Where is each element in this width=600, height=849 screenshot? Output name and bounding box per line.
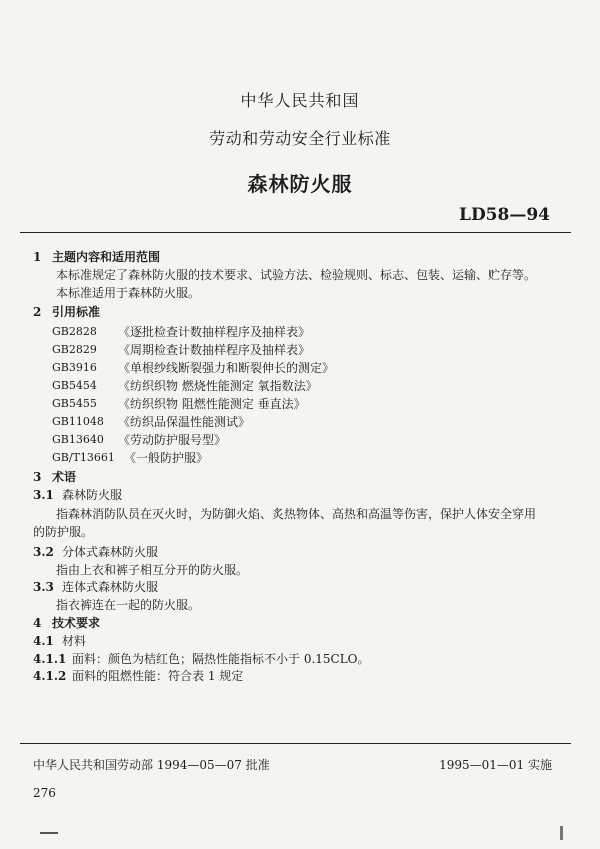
ref-title: 《周期检查计数抽样程序及抽样表》 bbox=[118, 343, 311, 357]
ref-title: 《逐批检查计数抽样程序及抽样表》 bbox=[118, 325, 311, 339]
top-divider bbox=[20, 232, 571, 233]
ref-code: GB11048 bbox=[52, 415, 104, 428]
standard-code: LD58—94 bbox=[458, 205, 550, 225]
section-3-number: 3 bbox=[33, 470, 42, 484]
section-2-number: 2 bbox=[33, 305, 42, 319]
country-heading: 中华人民共和国 bbox=[240, 91, 360, 110]
section-4-1-1-number: 4.1.1 bbox=[33, 652, 67, 666]
section-3-1-paragraph-2: 的防护服。 bbox=[33, 525, 94, 539]
ref-title: 《单根纱线断裂强力和断裂伸长的测定》 bbox=[118, 361, 335, 375]
section-4-1-2-text: 面料的阻燃性能：符合表 1 规定 bbox=[72, 669, 244, 683]
document-title: 森林防火服 bbox=[247, 172, 353, 196]
section-3-1-heading: 森林防火服 bbox=[62, 488, 123, 502]
ref-title: 《纺织品保温性能测试》 bbox=[118, 415, 251, 429]
section-3-1-number: 3.1 bbox=[33, 488, 54, 502]
section-3-3-number: 3.3 bbox=[33, 580, 54, 594]
issued-by: 中华人民共和国劳动部 1994—05—07 批准 bbox=[33, 758, 270, 772]
bottom-divider bbox=[20, 743, 571, 744]
section-4-1-1-text: 面料：颜色为桔红色；隔热性能指标不小于 0.15CLO。 bbox=[72, 652, 370, 666]
ref-code: GB5454 bbox=[52, 379, 97, 392]
ref-code: GB2829 bbox=[52, 343, 97, 356]
ref-code: GB2828 bbox=[52, 325, 97, 338]
ref-code: GB3916 bbox=[52, 361, 97, 374]
section-4-1-2-number: 4.1.2 bbox=[33, 669, 67, 683]
section-3-3-paragraph: 指衣裤连在一起的防火服。 bbox=[56, 598, 201, 612]
section-1-number: 1 bbox=[33, 250, 42, 264]
section-3-2-number: 3.2 bbox=[33, 545, 54, 559]
scan-mark bbox=[560, 826, 563, 840]
ref-title: 《纺织织物 阻燃性能测定 垂直法》 bbox=[118, 397, 306, 411]
section-4-heading: 技术要求 bbox=[52, 616, 101, 630]
section-1-heading: 主题内容和适用范围 bbox=[52, 250, 161, 264]
page-number: 276 bbox=[33, 786, 56, 800]
section-4-number: 4 bbox=[33, 616, 42, 630]
ref-code: GB5455 bbox=[52, 397, 97, 410]
section-2-heading: 引用标准 bbox=[52, 305, 101, 319]
section-1-paragraph-1: 本标准规定了森林防火服的技术要求、试验方法、检验规则、标志、包装、运输、贮存等。 bbox=[56, 268, 537, 282]
ref-title: 《纺织织物 燃烧性能测定 氧指数法》 bbox=[118, 379, 318, 393]
section-4-1-heading: 材料 bbox=[62, 634, 87, 648]
section-3-2-heading: 分体式森林防火服 bbox=[62, 545, 159, 559]
ref-title: 《劳动防护服号型》 bbox=[118, 433, 227, 447]
ref-code: GB13640 bbox=[52, 433, 104, 446]
standard-type-heading: 劳动和劳动安全行业标准 bbox=[209, 129, 391, 148]
section-3-3-heading: 连体式森林防火服 bbox=[62, 580, 159, 594]
scan-mark bbox=[40, 832, 58, 834]
ref-code: GB/T13661 bbox=[52, 451, 115, 464]
section-3-heading: 术语 bbox=[52, 470, 77, 484]
section-4-1-number: 4.1 bbox=[33, 634, 54, 648]
section-3-2-paragraph: 指由上衣和裤子相互分开的防火服。 bbox=[56, 563, 249, 577]
section-3-1-paragraph-1: 指森林消防队员在灭火时，为防御火焰、炙热物体、高热和高温等伤害，保护人体安全穿用 bbox=[56, 507, 537, 521]
section-1-paragraph-2: 本标准适用于森林防火服。 bbox=[56, 286, 201, 300]
ref-title: 《一般防护服》 bbox=[124, 451, 209, 465]
effective-date: 1995—01—01 实施 bbox=[439, 758, 552, 772]
